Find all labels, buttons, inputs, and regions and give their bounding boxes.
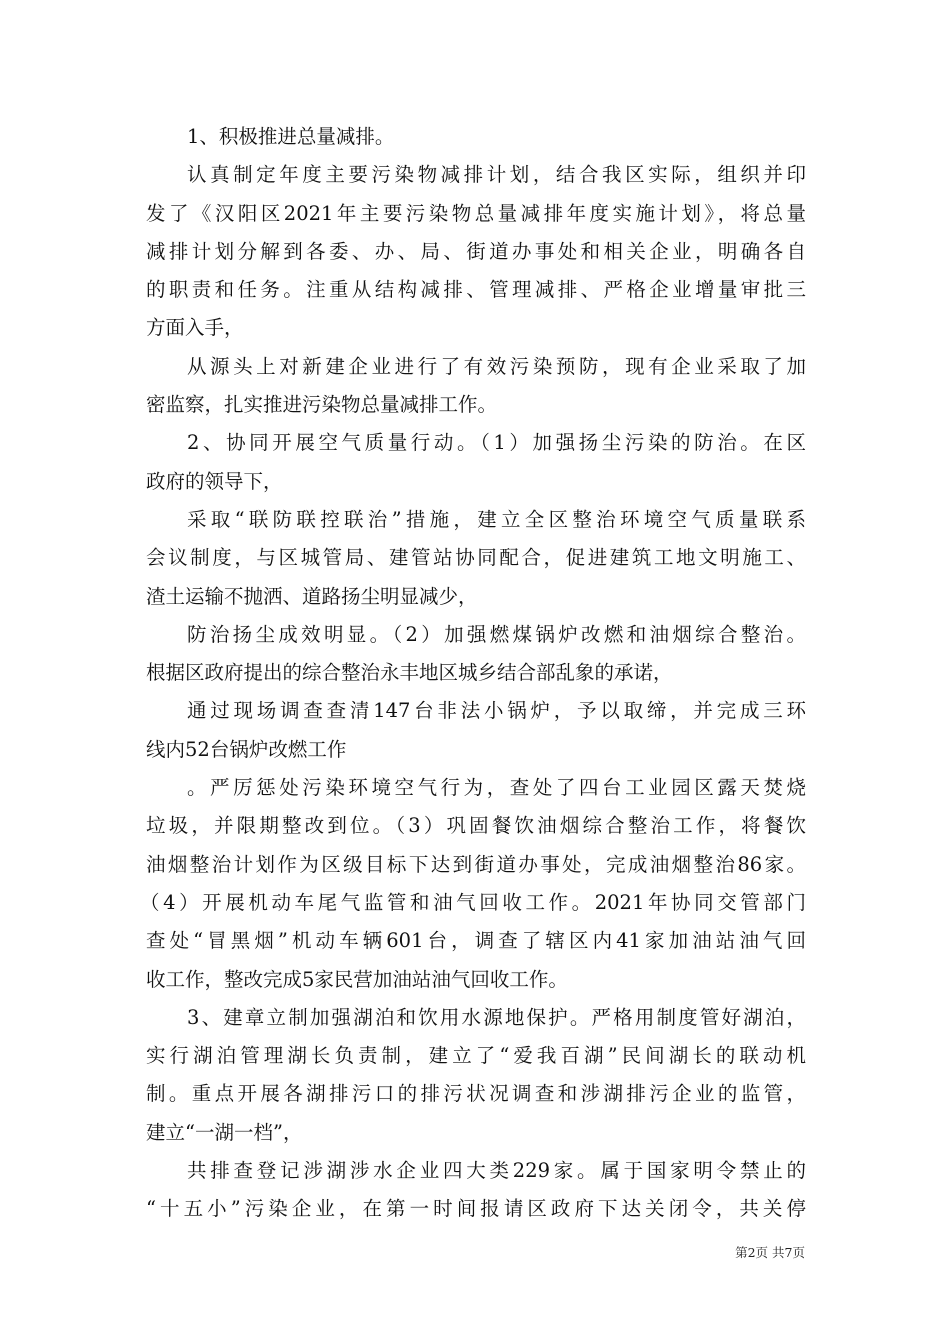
text-line: 根据区政府提出的综合整治永丰地区城乡结合部乱象的承诺， — [146, 661, 673, 685]
text-line: 3、建章立制加强湖泊和饮用水源地保护。严格用制度管好湖泊， — [187, 1005, 806, 1029]
text-line: 会议制度，与区城管局、建管站协同配合，促进建筑工地文明施工、 — [146, 546, 806, 570]
text-line: 从源头上对新建企业进行了有效污染预防，现有企业采取了加 — [187, 354, 806, 378]
text-line: 防治扬尘成效明显。（2）加强燃煤锅炉改燃和油烟综合整治。 — [187, 622, 806, 646]
text-line: 方面入手， — [146, 316, 244, 340]
page-number: 第2页 共7页 — [735, 1245, 805, 1260]
text-line: 建立“一湖一档”， — [146, 1120, 303, 1144]
text-line: 密监察，扎实推进污染物总量减排工作。 — [146, 393, 498, 417]
text-line: （4）开展机动车尾气监管和油气回收工作。2021年协同交管部门 — [140, 890, 806, 914]
text-line: 线内52台锅炉改燃工作 — [146, 737, 347, 761]
text-line: 共排查登记涉湖涉水企业四大类229家。属于国家明令禁止的 — [187, 1159, 806, 1183]
text-line: 通过现场调查查清147台非法小锅炉，予以取缔，并完成三环 — [187, 699, 806, 723]
document-body — [140, 118, 806, 1229]
text-line: 渣土运输不抛洒、道路扬尘明显减少， — [146, 584, 478, 608]
text-line: 2、协同开展空气质量行动。（1）加强扬尘污染的防治。在区 — [187, 431, 806, 455]
text-line: 收工作，整改完成5家民营加油站油气回收工作。 — [146, 967, 568, 991]
text-line: 1、积极推进总量减排。 — [187, 125, 395, 148]
text-line: 制。重点开展各湖排污口的排污状况调查和涉湖排污企业的监管， — [146, 1082, 806, 1106]
text-line: 垃圾，并限期整改到位。（3）巩固餐饮油烟综合整治工作，将餐饮 — [146, 814, 806, 838]
text-line: 采取“联防联控联治”措施，建立全区整治环境空气质量联系 — [187, 507, 806, 531]
text-line: “十五小”污染企业，在第一时间报请区政府下达关闭令，共关停 — [146, 1197, 806, 1221]
text-line: 。严厉惩处污染环境空气行为，查处了四台工业园区露天焚烧 — [187, 776, 806, 800]
text-line: 查处“冒黑烟”机动车辆601台，调查了辖区内41家加油站油气回 — [146, 929, 806, 953]
text-line: 政府的领导下， — [146, 469, 283, 493]
text-line: 减排计划分解到各委、办、局、街道办事处和相关企业，明确各自 — [146, 239, 806, 263]
text-line: 认真制定年度主要污染物减排计划，结合我区实际，组织并印 — [187, 163, 806, 187]
text-line: 的职责和任务。注重从结构减排、管理减排、严格企业增量审批三 — [146, 278, 806, 302]
text-line: 油烟整治计划作为区级目标下达到街道办事处，完成油烟整治86家。 — [146, 852, 806, 876]
text-line: 发了《汉阳区2021年主要污染物总量减排年度实施计划》，将总量 — [146, 201, 806, 225]
text-line: 实行湖泊管理湖长负责制，建立了“爱我百湖”民间湖长的联动机 — [146, 1044, 806, 1068]
